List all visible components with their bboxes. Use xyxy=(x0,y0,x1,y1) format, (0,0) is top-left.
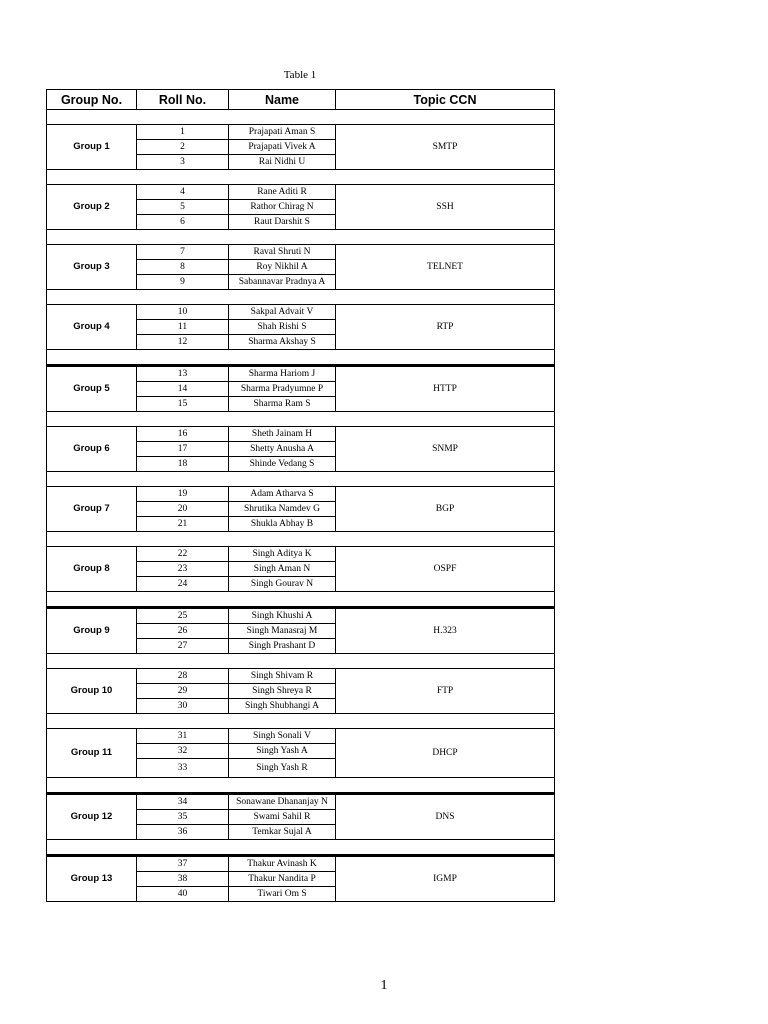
name-cell: Sonawane Dhananjay N xyxy=(229,794,336,810)
spacer-cell xyxy=(47,714,555,729)
topic-cell: DHCP xyxy=(336,729,555,778)
roll-no-cell: 29 xyxy=(137,684,229,699)
group-label: Group 11 xyxy=(47,729,137,778)
roll-no-cell: 36 xyxy=(137,825,229,840)
group-label: Group 5 xyxy=(47,366,137,412)
table-row xyxy=(47,669,555,684)
group-label: Group 6 xyxy=(47,427,137,472)
roll-no-cell: 21 xyxy=(137,517,229,532)
name-cell: Sharma Hariom J xyxy=(229,366,336,382)
table-row xyxy=(47,366,555,382)
spacer-row xyxy=(47,170,555,185)
name-cell: Singh Sonali V xyxy=(229,729,336,744)
roll-no-cell: 16 xyxy=(137,427,229,442)
roll-no-cell: 40 xyxy=(137,887,229,902)
table-row xyxy=(47,547,555,562)
spacer-row xyxy=(47,778,555,794)
group-label: Group 3 xyxy=(47,245,137,290)
name-cell: Temkar Sujal A xyxy=(229,825,336,840)
name-cell: Singh Yash A xyxy=(229,744,336,759)
name-cell: Prajapati Aman S xyxy=(229,125,336,140)
table-row xyxy=(47,305,555,320)
roll-no-cell: 35 xyxy=(137,810,229,825)
roll-no-cell: 4 xyxy=(137,185,229,200)
roll-no-cell: 6 xyxy=(137,215,229,230)
roll-no-cell: 33 xyxy=(137,759,229,778)
group-label: Group 1 xyxy=(47,125,137,170)
spacer-row xyxy=(47,654,555,669)
name-cell: Singh Yash R xyxy=(229,759,336,778)
group-label: Group 2 xyxy=(47,185,137,230)
spacer-row xyxy=(47,714,555,729)
topic-cell: H.323 xyxy=(336,608,555,654)
group-label: Group 13 xyxy=(47,856,137,902)
spacer-row xyxy=(47,290,555,305)
roll-no-cell: 2 xyxy=(137,140,229,155)
spacer-row xyxy=(47,840,555,856)
group-label: Group 10 xyxy=(47,669,137,714)
name-cell: Sharma Ram S xyxy=(229,397,336,412)
roll-no-cell: 9 xyxy=(137,275,229,290)
spacer-cell xyxy=(47,654,555,669)
name-cell: Singh Gourav N xyxy=(229,577,336,592)
roll-no-cell: 7 xyxy=(137,245,229,260)
topic-cell: SSH xyxy=(336,185,555,230)
roll-no-cell: 15 xyxy=(137,397,229,412)
table-row xyxy=(47,487,555,502)
table-row xyxy=(47,185,555,200)
roll-no-cell: 12 xyxy=(137,335,229,350)
table-row xyxy=(47,125,555,140)
roll-no-cell: 32 xyxy=(137,744,229,759)
topic-cell: SNMP xyxy=(336,427,555,472)
topic-cell: IGMP xyxy=(336,856,555,902)
name-cell: Singh Aditya K xyxy=(229,547,336,562)
header-group-no: Group No. xyxy=(47,90,137,110)
name-cell: Singh Shreya R xyxy=(229,684,336,699)
table-body xyxy=(47,110,555,902)
topic-cell: FTP xyxy=(336,669,555,714)
name-cell: Raut Darshit S xyxy=(229,215,336,230)
roll-no-cell: 31 xyxy=(137,729,229,744)
group-label: Group 7 xyxy=(47,487,137,532)
spacer-row xyxy=(47,472,555,487)
roll-no-cell: 14 xyxy=(137,382,229,397)
spacer-cell xyxy=(47,778,555,794)
header-row xyxy=(47,90,555,110)
name-cell: Singh Aman N xyxy=(229,562,336,577)
spacer-cell xyxy=(47,592,555,608)
header-topic: Topic CCN xyxy=(336,90,555,110)
spacer-row xyxy=(47,592,555,608)
table-row xyxy=(47,794,555,810)
roll-no-cell: 38 xyxy=(137,872,229,887)
spacer-row xyxy=(47,350,555,366)
roll-no-cell: 30 xyxy=(137,699,229,714)
spacer-cell xyxy=(47,110,555,125)
roll-no-cell: 27 xyxy=(137,639,229,654)
name-cell: Rathor Chirag N xyxy=(229,200,336,215)
roll-no-cell: 25 xyxy=(137,608,229,624)
group-label: Group 4 xyxy=(47,305,137,350)
spacer-cell xyxy=(47,290,555,305)
page-number: 1 xyxy=(380,978,388,993)
header-name: Name xyxy=(229,90,336,110)
roll-no-cell: 34 xyxy=(137,794,229,810)
topic-cell: SMTP xyxy=(336,125,555,170)
spacer-cell xyxy=(47,840,555,856)
name-cell: Roy Nikhil A xyxy=(229,260,336,275)
roll-no-cell: 22 xyxy=(137,547,229,562)
topic-cell: OSPF xyxy=(336,547,555,592)
group-label: Group 8 xyxy=(47,547,137,592)
roll-no-cell: 11 xyxy=(137,320,229,335)
name-cell: Singh Khushi A xyxy=(229,608,336,624)
name-cell: Raval Shruti N xyxy=(229,245,336,260)
spacer-row xyxy=(47,412,555,427)
roll-no-cell: 23 xyxy=(137,562,229,577)
spacer-row xyxy=(47,110,555,125)
roll-no-cell: 8 xyxy=(137,260,229,275)
table-row xyxy=(47,427,555,442)
topic-cell: RTP xyxy=(336,305,555,350)
name-cell: Shetty Anusha A xyxy=(229,442,336,457)
name-cell: Swami Sahil R xyxy=(229,810,336,825)
topic-cell: TELNET xyxy=(336,245,555,290)
name-cell: Shukla Abhay B xyxy=(229,517,336,532)
name-cell: Thakur Avinash K xyxy=(229,856,336,872)
topic-cell: BGP xyxy=(336,487,555,532)
roll-no-cell: 37 xyxy=(137,856,229,872)
table-row xyxy=(47,608,555,624)
group-label: Group 12 xyxy=(47,794,137,840)
name-cell: Shrutika Namdev G xyxy=(229,502,336,517)
roll-no-cell: 28 xyxy=(137,669,229,684)
name-cell: Sharma Akshay S xyxy=(229,335,336,350)
name-cell: Sharma Pradyumne P xyxy=(229,382,336,397)
table-row xyxy=(47,729,555,744)
spacer-cell xyxy=(47,532,555,547)
group-label: Group 9 xyxy=(47,608,137,654)
group-table xyxy=(46,89,555,902)
name-cell: Sheth Jainam H xyxy=(229,427,336,442)
roll-no-cell: 24 xyxy=(137,577,229,592)
spacer-row xyxy=(47,532,555,547)
roll-no-cell: 10 xyxy=(137,305,229,320)
roll-no-cell: 3 xyxy=(137,155,229,170)
table-caption: Table 1 xyxy=(283,69,317,81)
spacer-row xyxy=(47,230,555,245)
name-cell: Shinde Vedang S xyxy=(229,457,336,472)
name-cell: Thakur Nandita P xyxy=(229,872,336,887)
roll-no-cell: 17 xyxy=(137,442,229,457)
name-cell: Tiwari Om S xyxy=(229,887,336,902)
topic-cell: HTTP xyxy=(336,366,555,412)
topic-cell: DNS xyxy=(336,794,555,840)
roll-no-cell: 5 xyxy=(137,200,229,215)
name-cell: Rane Aditi R xyxy=(229,185,336,200)
name-cell: Prajapati Vivek A xyxy=(229,140,336,155)
name-cell: Singh Shivam R xyxy=(229,669,336,684)
roll-no-cell: 13 xyxy=(137,366,229,382)
name-cell: Adam Atharva S xyxy=(229,487,336,502)
roll-no-cell: 26 xyxy=(137,624,229,639)
spacer-cell xyxy=(47,350,555,366)
header-roll-no: Roll No. xyxy=(137,90,229,110)
name-cell: Sabannavar Pradnya A xyxy=(229,275,336,290)
table-row xyxy=(47,245,555,260)
roll-no-cell: 18 xyxy=(137,457,229,472)
name-cell: Singh Prashant D xyxy=(229,639,336,654)
name-cell: Sakpal Advait V xyxy=(229,305,336,320)
name-cell: Singh Manasraj M xyxy=(229,624,336,639)
spacer-cell xyxy=(47,230,555,245)
spacer-cell xyxy=(47,412,555,427)
table-row xyxy=(47,856,555,872)
name-cell: Singh Shubhangi A xyxy=(229,699,336,714)
name-cell: Shah Rishi S xyxy=(229,320,336,335)
roll-no-cell: 1 xyxy=(137,125,229,140)
name-cell: Rai Nidhi U xyxy=(229,155,336,170)
spacer-cell xyxy=(47,472,555,487)
roll-no-cell: 20 xyxy=(137,502,229,517)
roll-no-cell: 19 xyxy=(137,487,229,502)
spacer-cell xyxy=(47,170,555,185)
